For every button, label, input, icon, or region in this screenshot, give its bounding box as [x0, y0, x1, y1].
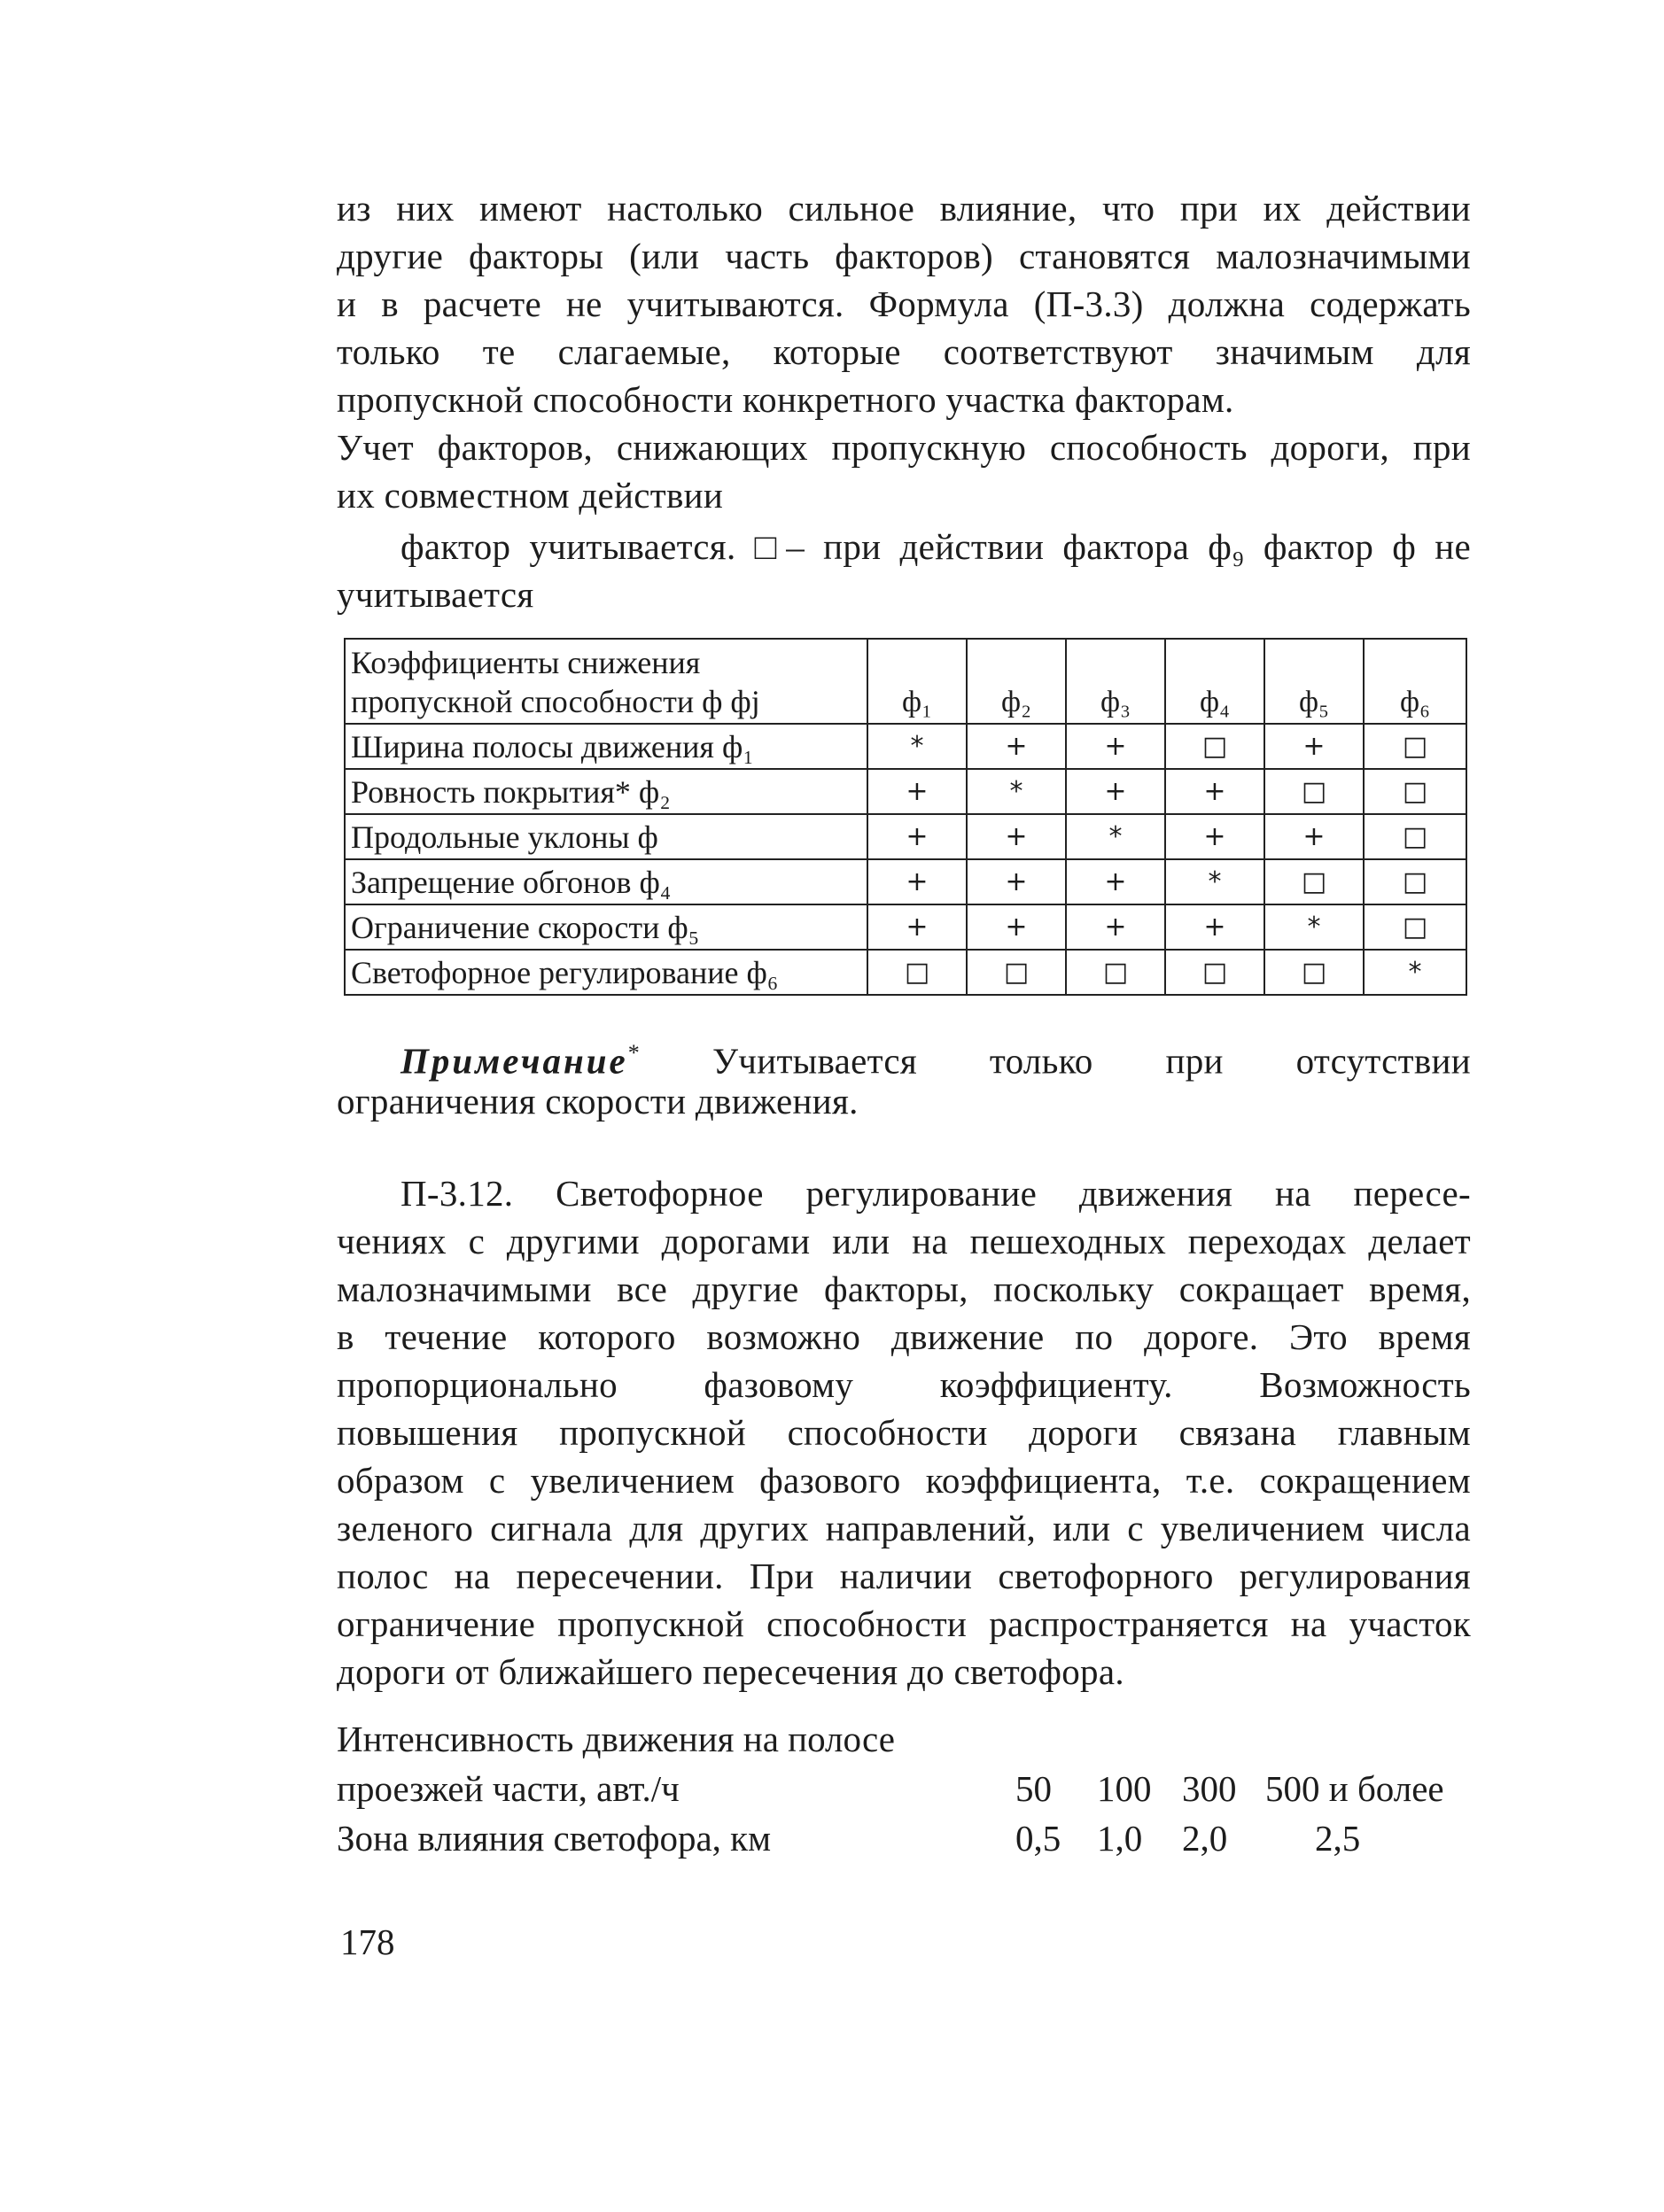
- corner-header-line: Коэффициенты снижения: [351, 645, 701, 680]
- table-cell: *: [1165, 859, 1264, 904]
- table-cell: +: [1165, 814, 1264, 859]
- table-row: [345, 950, 1466, 995]
- paragraph-p3-12: [337, 1169, 1471, 1696]
- row-label: Ограничение скорости ф₅: [345, 904, 867, 950]
- text-line: из них имеют настолько сильное влияние, что при их действии: [337, 188, 1471, 229]
- table-cell: □: [1165, 950, 1264, 995]
- table-cell: □: [1364, 904, 1466, 950]
- text-line: в течение которого возможно движение по дороге. Это время: [337, 1316, 1471, 1357]
- table-cell: □: [1364, 814, 1466, 859]
- table-cell: □: [1364, 769, 1466, 814]
- table-cell: □: [1165, 724, 1264, 769]
- table-cell: *: [867, 724, 967, 769]
- note-text: Учитывается только при отсутствии: [711, 1040, 1471, 1082]
- corner-header-line: пропускной способности ф фj: [351, 684, 760, 719]
- table-caption: [337, 423, 1471, 519]
- table-cell: *: [1264, 904, 1364, 950]
- table-cell: +: [867, 814, 967, 859]
- table-cell: +: [1066, 859, 1165, 904]
- table-cell: +: [867, 904, 967, 950]
- table-cell: +: [1066, 904, 1165, 950]
- table-cell: *: [1364, 950, 1466, 995]
- table-cell: *: [1066, 814, 1165, 859]
- table-cell: □: [1364, 859, 1466, 904]
- row-label: Светофорное регулирование ф₆: [345, 950, 867, 995]
- row-label: Ширина полосы движения ф₁: [345, 724, 867, 769]
- table-cell: □: [1264, 859, 1364, 904]
- intensity-value: 100: [1097, 1768, 1152, 1809]
- text-line: повышения пропускной способности дороги связана главным: [337, 1412, 1471, 1453]
- note-line: [337, 1029, 1471, 1082]
- text-line: пропорционально фазовому коэффициенту. Возможность: [337, 1364, 1471, 1405]
- text-line: фактор учитывается. □– при действии фактора ф₉ фактор ф не: [400, 526, 1471, 567]
- note-title: Примечание: [400, 1040, 628, 1082]
- table-cell: +: [1066, 724, 1165, 769]
- table-cell: +: [967, 904, 1066, 950]
- table-cell: +: [1066, 769, 1165, 814]
- zone-label-line: проезжей части, авт./ч: [337, 1768, 680, 1809]
- column-header: ф₁: [867, 639, 967, 724]
- text-line: П-3.12. Светофорное регулирование движения на пересе-: [400, 1173, 1471, 1214]
- table-note: [337, 1029, 1471, 1125]
- table-cell: □: [867, 950, 967, 995]
- column-header: ф₆: [1364, 639, 1466, 724]
- table-cell: +: [1264, 814, 1364, 859]
- text-line: ограничение пропускной способности распространяется на участок: [337, 1603, 1471, 1644]
- zone-value: 0,5: [1015, 1818, 1061, 1859]
- text-line: образом с увеличением фазового коэффициента, т.е. сокращением: [337, 1460, 1471, 1501]
- paragraph-intro: [337, 184, 1471, 423]
- zone-value: 2,5: [1315, 1818, 1361, 1859]
- note-star: *: [627, 1040, 641, 1066]
- text-line: Учет факторов, снижающих пропускную способность дороги, при: [337, 427, 1471, 468]
- table-cell: □: [1264, 769, 1364, 814]
- table-cell: +: [1264, 724, 1364, 769]
- row-label: Запрещение обгонов ф₄: [345, 859, 867, 904]
- zone-values: [1015, 1813, 1360, 1863]
- text-line: пропускной способности конкретного участка факторам.: [337, 379, 1234, 420]
- zone-label-line: Интенсивность движения на полосе: [337, 1719, 895, 1759]
- table-cell: +: [1165, 904, 1264, 950]
- row-label: Ровность покрытия* ф₂: [345, 769, 867, 814]
- factor-interaction-table: [344, 638, 1467, 996]
- page-number: 178: [340, 1921, 395, 1962]
- text-line: и в расчете не учитываются. Формула (П-3.3) должна содержать: [337, 283, 1471, 324]
- table-row: [345, 814, 1466, 859]
- zone-value: 2,0: [1182, 1818, 1228, 1859]
- text-line: зеленого сигнала для других направлений, или с увеличением числа: [337, 1508, 1471, 1548]
- table-row: [345, 859, 1466, 904]
- table-cell: □: [1264, 950, 1364, 995]
- table-cell: *: [967, 769, 1066, 814]
- column-header: ф₅: [1264, 639, 1364, 724]
- table-cell: +: [867, 769, 967, 814]
- table-cell: +: [967, 814, 1066, 859]
- intensity-value: 500 и более: [1265, 1768, 1444, 1809]
- text-line: дороги от ближайшего пересечения до светофора.: [337, 1651, 1124, 1692]
- text-line: только те слагаемые, которые соответствуют значимым для: [337, 331, 1471, 372]
- intensity-value: 300: [1182, 1768, 1237, 1809]
- table-cell: +: [967, 724, 1066, 769]
- corner-header: [345, 639, 867, 724]
- text-line: полос на пересечении. При наличии светофорного регулирования: [337, 1556, 1471, 1596]
- table-cell: +: [967, 859, 1066, 904]
- zone-value: 1,0: [1097, 1818, 1143, 1859]
- table-cell: +: [867, 859, 967, 904]
- column-header: ф₂: [967, 639, 1066, 724]
- text-line: другие факторы (или часть факторов) становятся малозначимыми: [337, 236, 1471, 276]
- table-row: [345, 769, 1466, 814]
- text-line: чениях с другими дорогами или на пешеходных переходах делает: [337, 1221, 1471, 1261]
- table-legend: [337, 523, 1471, 618]
- table-cell: □: [1364, 724, 1466, 769]
- text-line: малозначимыми все другие факторы, поскольку сокращает время,: [337, 1269, 1471, 1309]
- intensity-value: 50: [1015, 1768, 1052, 1809]
- row-label: Продольные уклоны ф: [345, 814, 867, 859]
- table-cell: +: [1165, 769, 1264, 814]
- text-line: учитывается: [337, 574, 534, 615]
- table-cell: □: [1066, 950, 1165, 995]
- column-header: ф₄: [1165, 639, 1264, 724]
- intensity-values: [1015, 1764, 1444, 1813]
- table-row: [345, 724, 1466, 769]
- table-row: [345, 904, 1466, 950]
- table-header-row: [345, 639, 1466, 724]
- note-line: ограничения скорости движения.: [337, 1081, 859, 1122]
- table-cell: □: [967, 950, 1066, 995]
- text-line: их совместном действии: [337, 475, 724, 516]
- zone-label-line: Зона влияния светофора, км: [337, 1818, 772, 1859]
- column-header: ф₃: [1066, 639, 1165, 724]
